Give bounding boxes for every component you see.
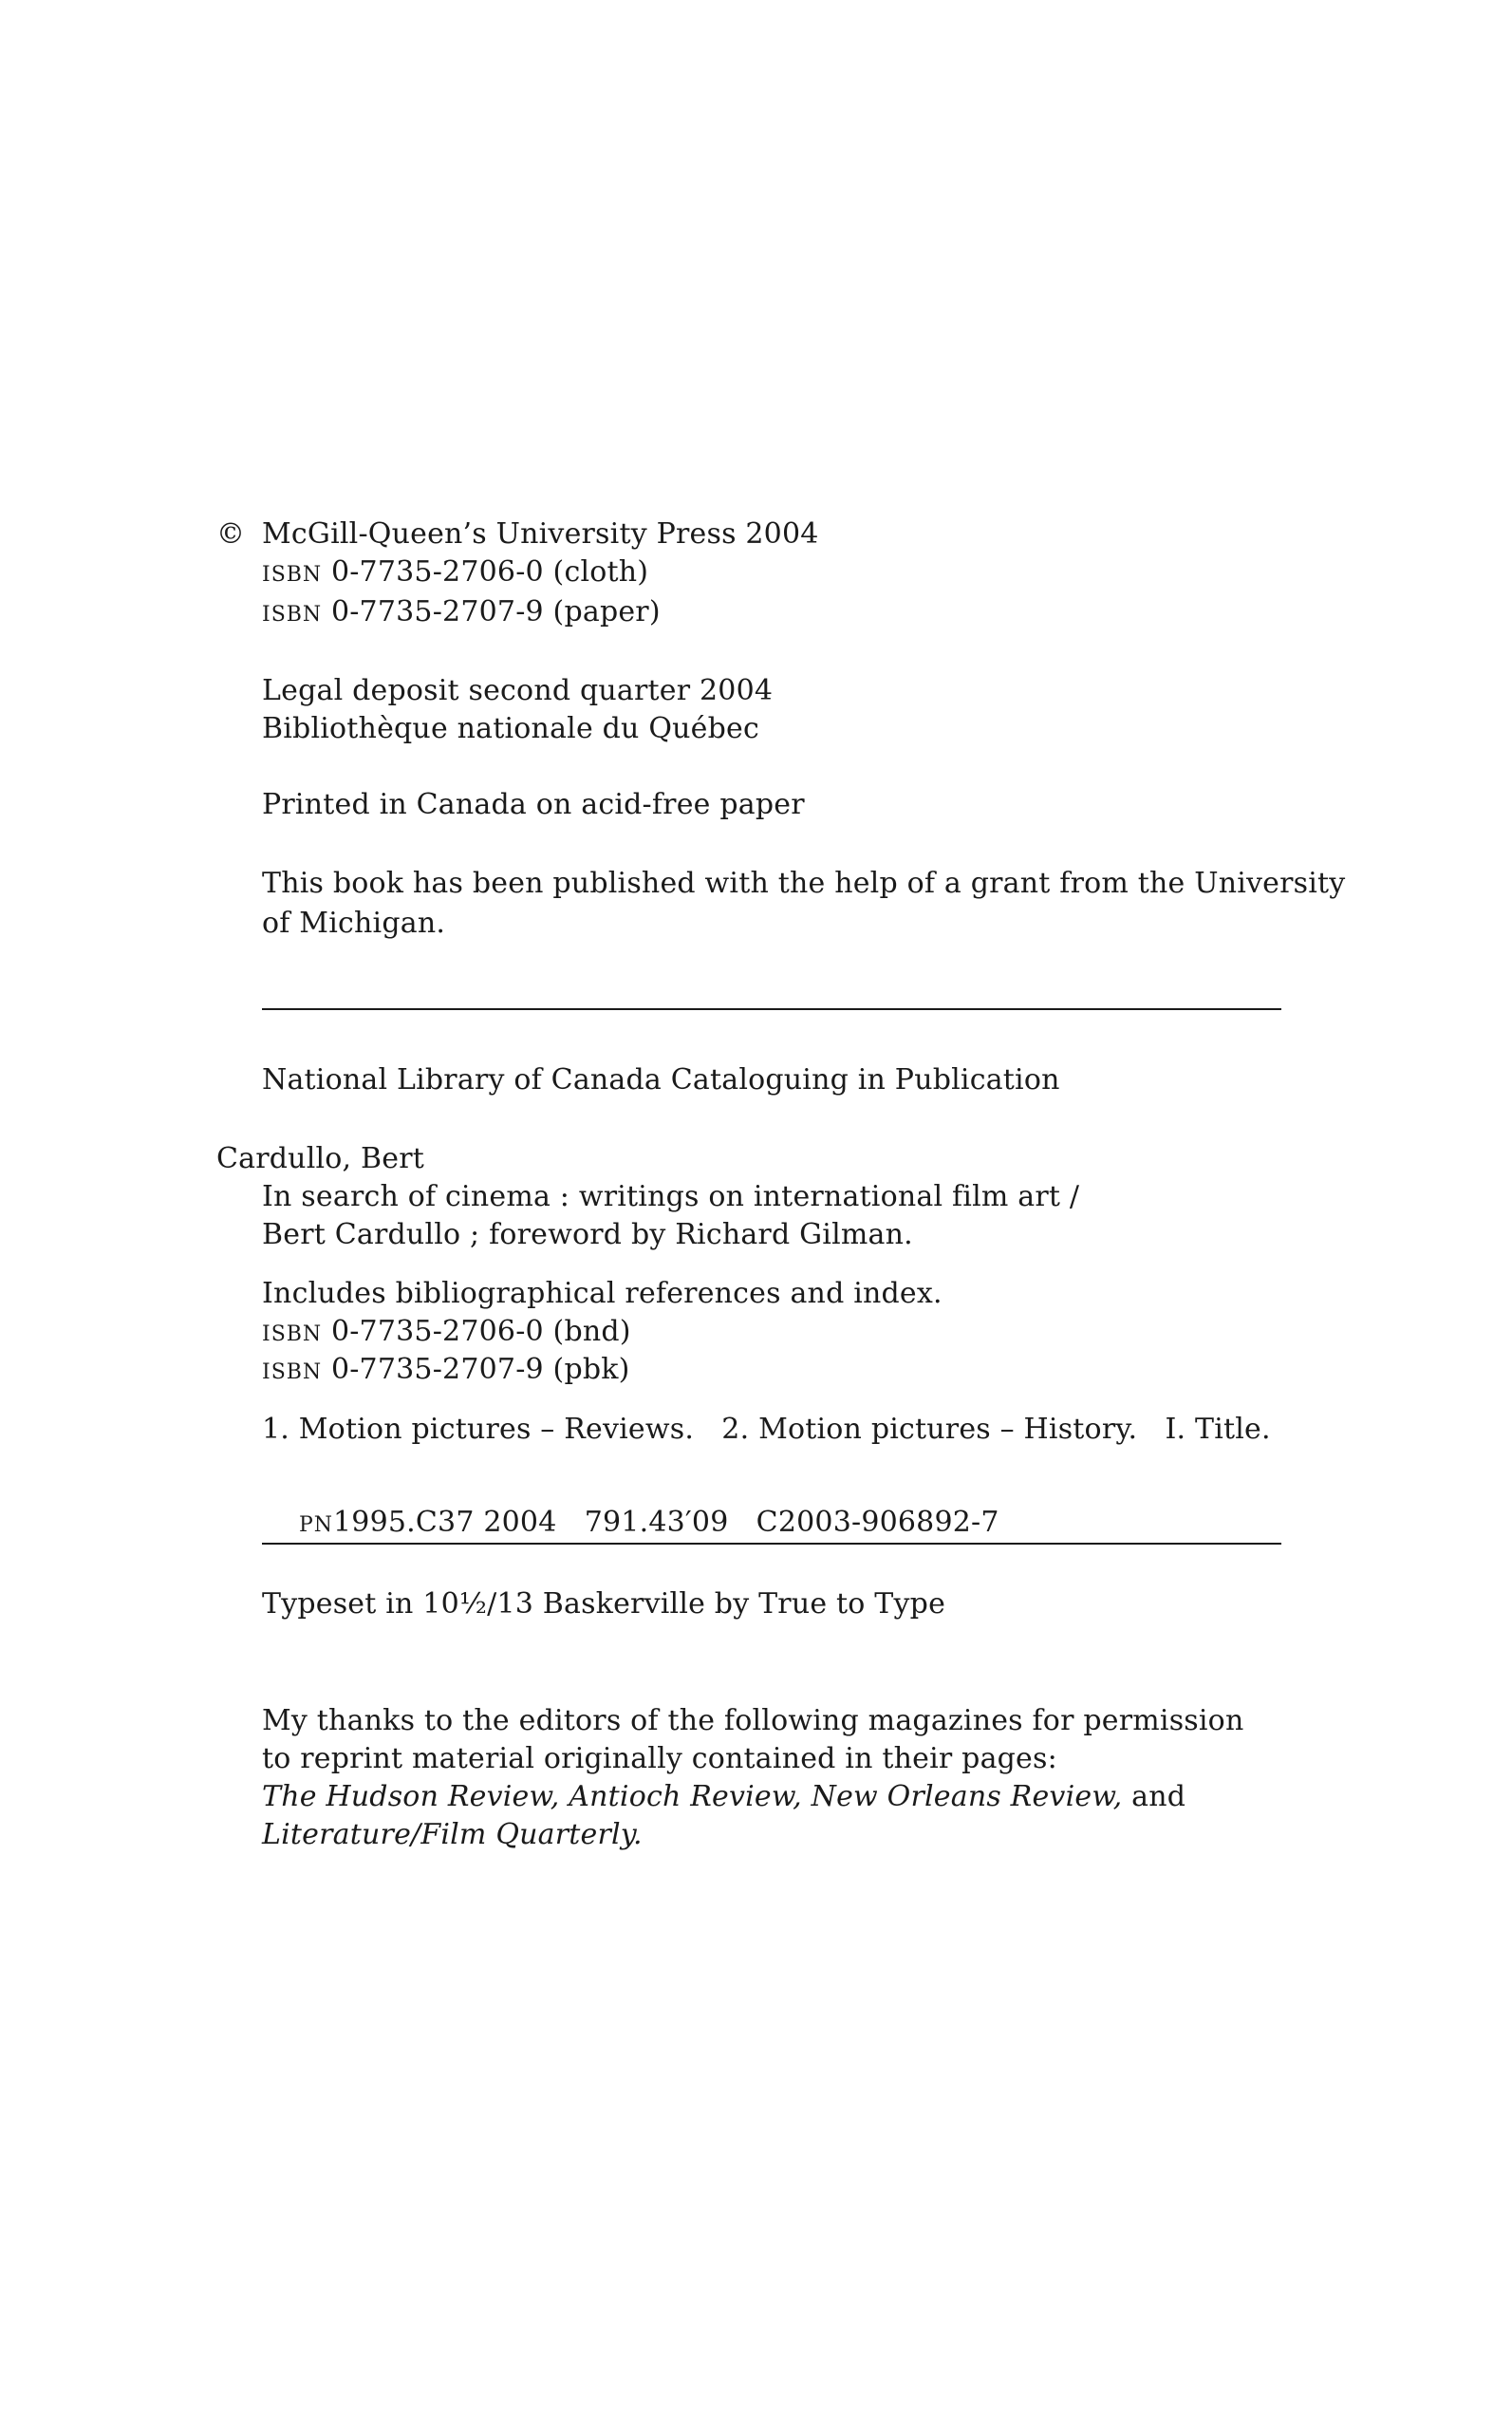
isbn-paper: 0-7735-2707-9 (paper) [330, 595, 661, 628]
copyright-line [216, 517, 819, 552]
cip-isbn-pbk: 0-7735-2707-9 (pbk) [330, 1353, 630, 1386]
magazine-list: The Hudson Review, Antioch Review, New Orleans Review, [262, 1780, 1123, 1813]
grant-line2: of Michigan. [262, 907, 446, 940]
legal-deposit-line1: Legal deposit second quarter 2004 [262, 674, 774, 707]
isbn-paper-line [262, 595, 661, 632]
thanks-line3 [262, 1780, 1185, 1814]
cip-title-line2: Bert Cardullo ; foreword by Richard Gilman. [262, 1218, 913, 1251]
divider-bottom [262, 1543, 1281, 1545]
cip-isbn-pbk-line [262, 1353, 630, 1390]
typeset-line: Typeset in 10½/13 Baskerville by True to Type [262, 1587, 946, 1621]
isbn-cloth-line [262, 555, 648, 592]
cip-title-line1: In search of cinema : writings on international film art / [262, 1180, 1080, 1213]
divider-top [262, 1008, 1281, 1010]
grant-line1: This book has been published with the help of a grant from the University [262, 867, 1346, 900]
thanks-line1: My thanks to the editors of the following magazines for permission [262, 1704, 1244, 1737]
cip-heading: National Library of Canada Cataloguing in Publication [262, 1063, 1060, 1097]
cip-subjects: 1. Motion pictures – Reviews. 2. Motion pictures – History. I. Title. [262, 1413, 1271, 1446]
cip-isbn-bnd: 0-7735-2706-0 (bnd) [330, 1315, 631, 1348]
thanks-line2: to reprint material originally contained in their pages: [262, 1742, 1057, 1775]
thanks-line4: Literature/Film Quarterly. [262, 1818, 643, 1851]
classification-pn: PN [298, 1513, 334, 1537]
cip-isbn-bnd-line [262, 1315, 631, 1352]
cip-notes: Includes bibliographical references and index. [262, 1277, 943, 1310]
isbn-label: ISBN [262, 1360, 323, 1384]
legal-deposit-line2: Bibliothèque nationale du Québec [262, 712, 759, 745]
thanks-and: and [1122, 1780, 1186, 1813]
cip-classification: 1995.C37 2004 791.43′09 C2003-906892-7 [333, 1506, 999, 1539]
cip-classification-line [262, 1471, 999, 1577]
cip-author: Cardullo, Bert [216, 1142, 425, 1175]
copyright-holder: McGill-Queen’s University Press 2004 [262, 517, 819, 551]
copyright-symbol: © [216, 517, 246, 551]
isbn-label: ISBN [262, 1322, 323, 1346]
isbn-label: ISBN [262, 603, 323, 627]
printed-line: Printed in Canada on acid-free paper [262, 788, 805, 821]
isbn-cloth: 0-7735-2706-0 (cloth) [330, 555, 649, 589]
isbn-label: ISBN [262, 563, 323, 587]
